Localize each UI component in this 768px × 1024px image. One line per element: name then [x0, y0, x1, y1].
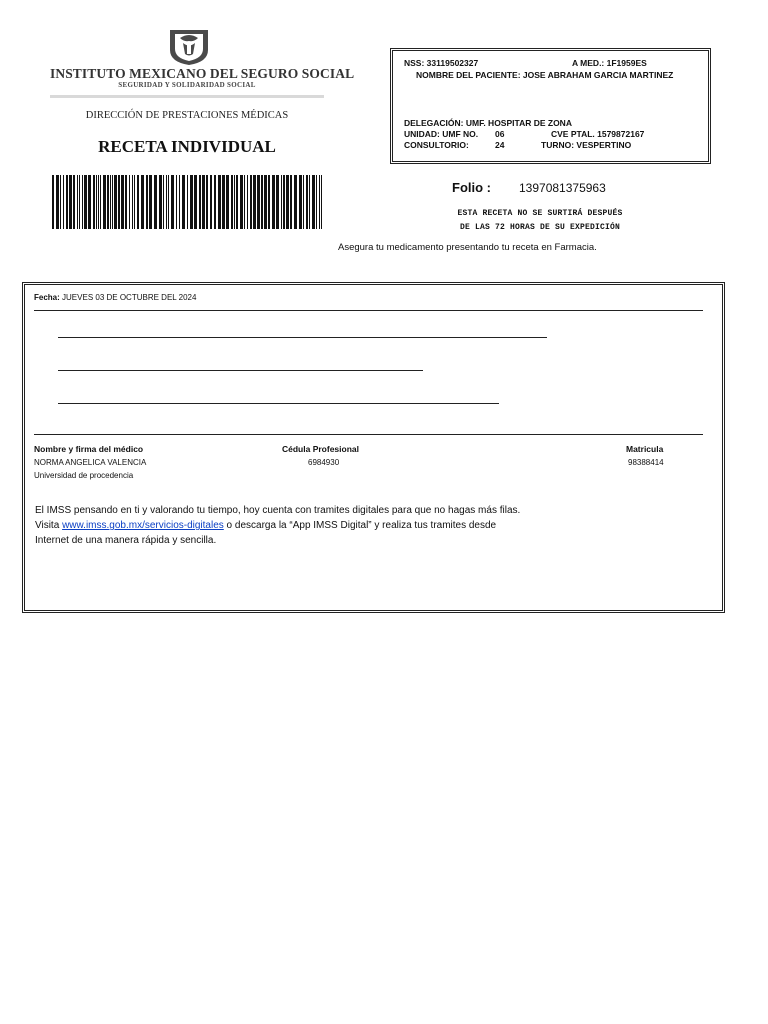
- barcode-bar: [96, 175, 97, 229]
- barcode-bar: [210, 175, 212, 229]
- barcode-bar: [110, 175, 111, 229]
- prescription-line-3: [58, 403, 499, 404]
- barcode-bar: [253, 175, 256, 229]
- barcode-bar: [168, 175, 169, 229]
- prescription-line-1: [58, 337, 547, 338]
- barcode-bar: [202, 175, 205, 229]
- matricula-value: 98388414: [628, 458, 664, 467]
- date-line: [34, 293, 196, 302]
- barcode-bar: [272, 175, 275, 229]
- barcode-bar: [247, 175, 248, 229]
- doctor-name: NORMA ANGELICA VALENCIA: [34, 458, 147, 467]
- nss-field: NSS: 33119502327: [404, 58, 479, 68]
- info-line-2: [35, 518, 595, 533]
- barcode-bar: [69, 175, 72, 229]
- barcode-bar: [132, 175, 133, 229]
- barcode-bar: [66, 175, 68, 229]
- warning-line-2: DE LAS 72 HORAS DE SU EXPEDICIÓN: [459, 223, 621, 232]
- barcode-bar: [159, 175, 162, 229]
- folio-label: Folio :: [452, 180, 491, 195]
- barcode-bar: [125, 175, 127, 229]
- barcode-bar: [214, 175, 216, 229]
- barcode-bar: [114, 175, 117, 229]
- unidad-label: UNIDAD: UMF NO.: [404, 129, 479, 139]
- institution-name: INSTITUTO MEXICANO DEL SEGURO SOCIAL: [50, 66, 355, 81]
- doctor-university: Universidad de procedencia: [34, 471, 134, 480]
- patient-info-box: [390, 48, 711, 164]
- barcode-bar: [179, 175, 180, 229]
- barcode-bar: [84, 175, 87, 229]
- barcode-bar: [236, 175, 238, 229]
- info-line-1: El IMSS pensando en ti y valorando tu tiempo, hoy cuenta con tramites digitales para que no hagas más filas.: [35, 505, 521, 516]
- barcode-bar: [121, 175, 124, 229]
- date-underline: [34, 310, 703, 311]
- barcode-bar: [112, 175, 113, 229]
- patient-name-field: NOMBRE DEL PACIENTE: JOSE ABRAHAM GARCIA MARTINEZ: [416, 70, 674, 80]
- barcode-bar: [303, 175, 304, 229]
- expiration-warning: [390, 207, 690, 235]
- barcode-bar: [73, 175, 75, 229]
- a-med-field: A MED.: 1F1959ES: [572, 58, 647, 68]
- barcode-bar: [154, 175, 157, 229]
- info-line-2-rest: o descarga la “App IMSS Digital” y realiza tus tramites desde: [223, 520, 497, 531]
- date-value: JUEVES 03 DE OCTUBRE DEL 2024: [62, 293, 197, 302]
- barcode-bar: [234, 175, 235, 229]
- cedula-header: Cédula Profesional: [282, 444, 359, 454]
- pharmacy-notice: Asegura tu medicamento presentando tu receta en Farmacia.: [338, 242, 597, 253]
- unidad-value: 06: [495, 129, 505, 139]
- warning-line-1: ESTA RECETA NO SE SURTIRÁ DESPUÉS: [457, 209, 623, 218]
- barcode-bar: [286, 175, 289, 229]
- barcode-bar: [60, 175, 61, 229]
- digital-services-info: [35, 503, 595, 548]
- matricula-header: Matricula: [626, 444, 664, 454]
- barcode-bar: [137, 175, 139, 229]
- barcode-bar: [257, 175, 260, 229]
- doctor-header: Nombre y firma del médico: [34, 444, 144, 454]
- barcode-bar: [134, 175, 135, 229]
- barcode-bar: [222, 175, 225, 229]
- barcode-bar: [226, 175, 229, 229]
- barcode-bar: [268, 175, 270, 229]
- barcode-bar: [103, 175, 106, 229]
- barcode-bar: [306, 175, 308, 229]
- consultorio-label: CONSULTORIO:: [404, 140, 469, 150]
- barcode-bar: [294, 175, 297, 229]
- barcode-bar: [264, 175, 267, 229]
- delegacion-field: DELEGACIÓN: UMF. HOSPITAR DE ZONA: [404, 118, 572, 128]
- barcode-bar: [190, 175, 193, 229]
- barcode-bar: [312, 175, 315, 229]
- digital-services-link[interactable]: www.imss.gob.mx/servicios-digitales: [62, 520, 224, 531]
- barcode-bar: [321, 175, 322, 229]
- barcode-bar: [129, 175, 130, 229]
- barcode-bar: [218, 175, 221, 229]
- barcode-bar: [79, 175, 80, 229]
- signature-divider: [34, 434, 703, 435]
- barcode-bar: [146, 175, 148, 229]
- barcode-bar: [118, 175, 120, 229]
- barcode-bar: [281, 175, 282, 229]
- cedula-value: 6984930: [308, 458, 340, 467]
- barcode-bar: [77, 175, 78, 229]
- barcode-bar: [176, 175, 177, 229]
- barcode-bar: [56, 175, 59, 229]
- barcode-bar: [290, 175, 292, 229]
- imss-eagle-logo-icon: [166, 28, 212, 66]
- info-line-3: Internet de una manera rápida y sencilla.: [35, 535, 217, 546]
- barcode-bar: [250, 175, 252, 229]
- barcode-bar: [206, 175, 208, 229]
- barcode-bar: [100, 175, 101, 229]
- barcode-bar: [82, 175, 83, 229]
- barcode-bar: [187, 175, 188, 229]
- cve-ptal-field: CVE PTAL. 1579872167: [551, 129, 645, 139]
- institution-motto: SEGURIDAD Y SOLIDARIDAD SOCIAL: [118, 81, 256, 89]
- barcode-bar: [171, 175, 174, 229]
- prescription-line-2: [58, 370, 423, 371]
- barcode: [52, 175, 324, 229]
- barcode-bar: [107, 175, 109, 229]
- barcode-bar: [283, 175, 285, 229]
- barcode-bar: [194, 175, 197, 229]
- barcode-bar: [309, 175, 310, 229]
- barcode-bar: [199, 175, 201, 229]
- direction-label: DIRECCIÓN DE PRESTACIONES MÉDICAS: [85, 110, 289, 121]
- barcode-bar: [240, 175, 243, 229]
- barcode-bar: [88, 175, 91, 229]
- barcode-bar: [244, 175, 245, 229]
- barcode-bar: [141, 175, 144, 229]
- barcode-bar: [276, 175, 279, 229]
- turno-field: TURNO: VESPERTINO: [541, 140, 632, 150]
- header-divider: [50, 95, 324, 98]
- visit-text: Visita: [35, 520, 63, 531]
- barcode-bar: [231, 175, 233, 229]
- barcode-bar: [261, 175, 263, 229]
- barcode-bar: [93, 175, 95, 229]
- date-label: Fecha:: [34, 293, 60, 302]
- barcode-bar: [182, 175, 185, 229]
- barcode-bar: [166, 175, 167, 229]
- barcode-bar: [63, 175, 64, 229]
- barcode-bar: [299, 175, 302, 229]
- barcode-bar: [149, 175, 152, 229]
- consultorio-value: 24: [495, 140, 505, 150]
- barcode-bar: [163, 175, 164, 229]
- folio-value: 1397081375963: [519, 181, 606, 195]
- page-title: RECETA INDIVIDUAL: [98, 137, 276, 156]
- barcode-bar: [319, 175, 320, 229]
- barcode-bar: [52, 175, 54, 229]
- barcode-bar: [98, 175, 99, 229]
- barcode-bar: [316, 175, 317, 229]
